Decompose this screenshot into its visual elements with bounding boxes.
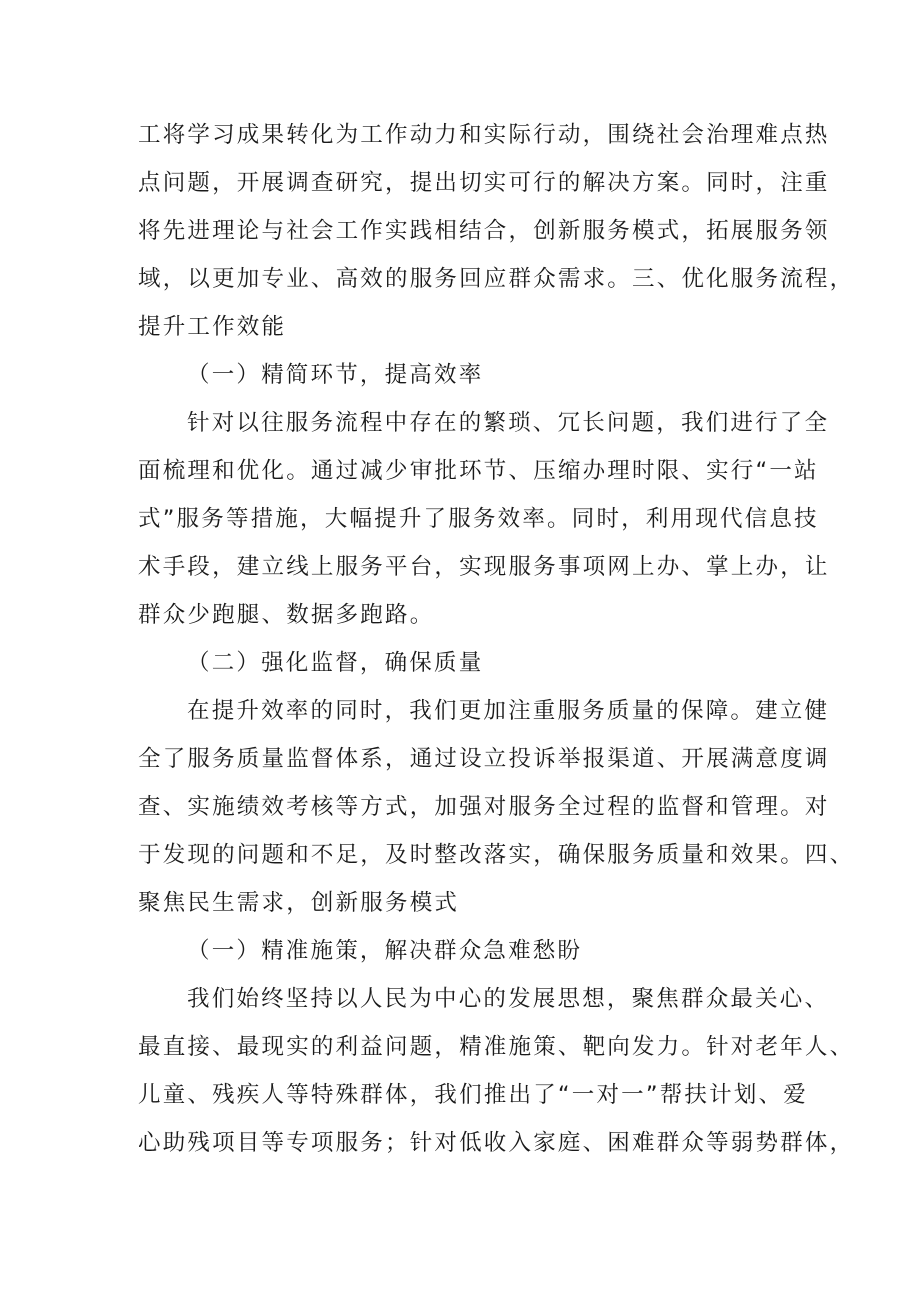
section-heading: （二）强化监督，确保质量 [187,650,484,676]
body-line: 域，以更加专业、高效的服务回应群众需求。三、优化服务流程， [138,266,855,292]
body-line: 心助残项目等专项服务；针对低收入家庭、困难群众等弱势群体， [138,1130,855,1156]
body-line: 工将学习成果转化为工作动力和实际行动，围绕社会治理难点热 [138,122,830,148]
body-line: 式”服务等措施，大幅提升了服务效率。同时，利用现代信息技 [138,506,819,532]
body-line: 将先进理论与社会工作实践相结合，创新服务模式，拓展服务领 [138,218,830,244]
body-line: 面梳理和优化。通过减少审批环节、压缩办理时限、实行“一站 [138,458,819,484]
section-heading: （一）精准施策，解决群众急难愁盼 [187,938,583,964]
body-line: 群众少跑腿、数据多跑路。 [138,602,435,628]
body-line: 儿童、残疾人等特殊群体，我们推出了“一对一”帮扶计划、爱 [138,1082,808,1108]
paragraph-first-line: 针对以往服务流程中存在的繁琐、冗长问题，我们进行了全 [187,410,830,436]
body-line: 全了服务质量监督体系，通过设立投诉举报渠道、开展满意度调 [138,746,830,772]
paragraph-first-line: 在提升效率的同时，我们更加注重服务质量的保障。建立健 [187,698,830,724]
body-line: 最直接、最现实的利益问题，精准施策、靶向发力。针对老年人、 [138,1034,855,1060]
body-line: 术手段，建立线上服务平台，实现服务事项网上办、掌上办，让 [138,554,830,580]
body-line: 聚焦民生需求，创新服务模式 [138,890,460,916]
section-heading: （一）精简环节，提高效率 [187,362,484,388]
body-line: 提升工作效能 [138,314,287,340]
body-line: 于发现的问题和不足，及时整改落实，确保服务质量和效果。四、 [138,842,855,868]
body-line: 点问题，开展调查研究，提出切实可行的解决方案。同时，注重 [138,170,830,196]
body-line: 查、实施绩效考核等方式，加强对服务全过程的监督和管理。对 [138,794,830,820]
paragraph-first-line: 我们始终坚持以人民为中心的发展思想，聚焦群众最关心、 [187,986,830,1012]
